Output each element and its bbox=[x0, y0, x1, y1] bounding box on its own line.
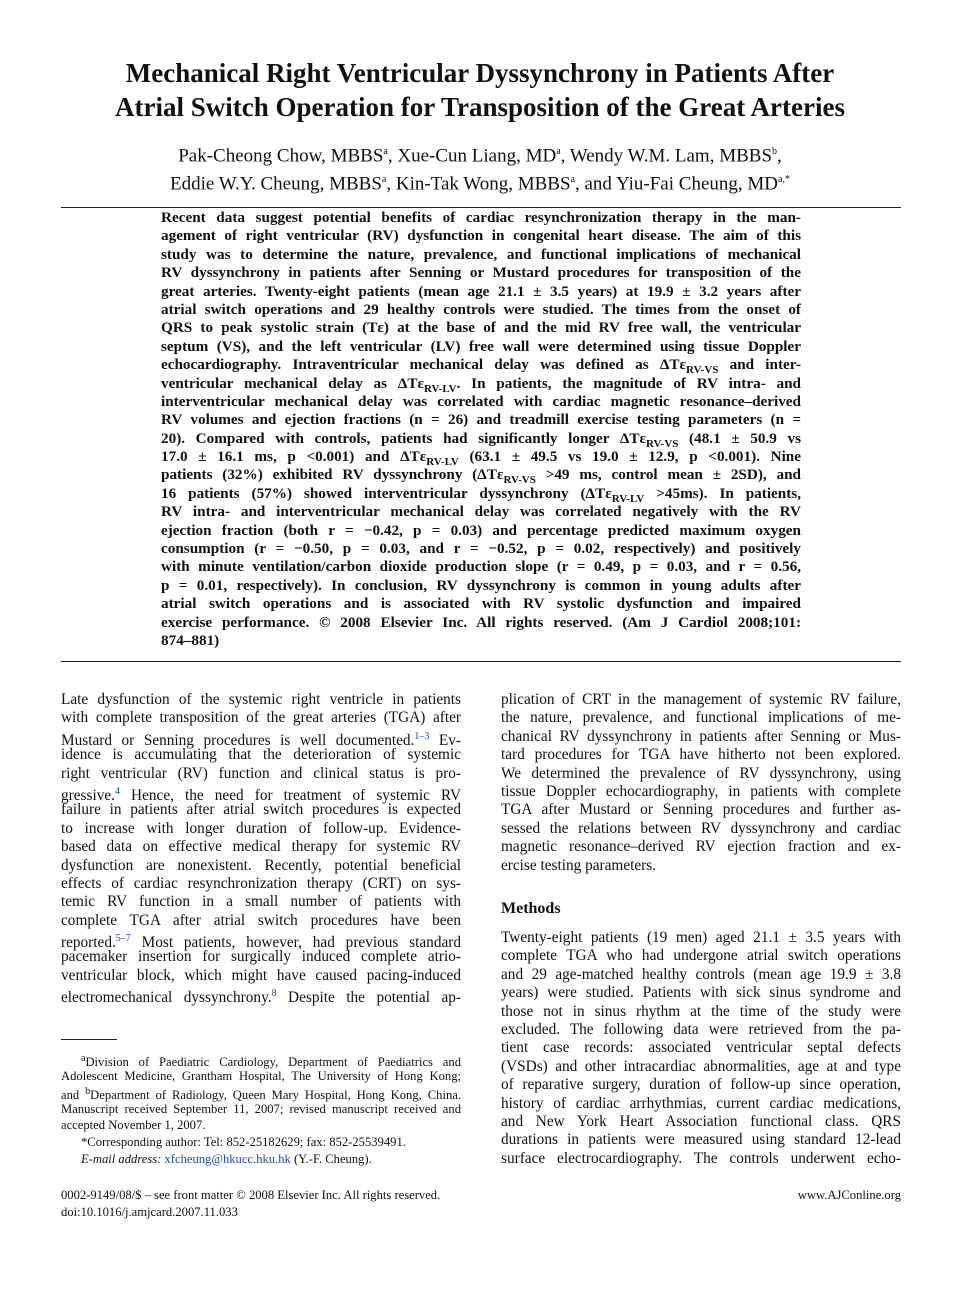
article-title bbox=[40, 56, 920, 124]
journal-website[interactable]: www.AJConline.org bbox=[797, 1188, 901, 1202]
footnotes bbox=[61, 1051, 461, 1167]
abstract-line: 17.0 ± 16.1 ms, p <0.001) and ΔTε$_{RV-LV}$ (63.1 ± 49.5 vs 19.0 ± 12.9, p <0.001). Nine bbox=[161, 448, 801, 469]
abstract-bottom-rule bbox=[61, 661, 901, 662]
body-line: Twenty-eight patients (19 men) aged 21.1 ± 3.5 years with bbox=[501, 929, 901, 946]
body-right-column bbox=[501, 691, 901, 875]
body-line: We determined the prevalence of RV dyssynchrony, using bbox=[501, 764, 901, 782]
author-name: , Wendy W.M. Lam, MBBS bbox=[560, 145, 773, 167]
affiliation-marker: a bbox=[570, 174, 575, 186]
body-line: chanical RV dyssynchrony in patients after Senning or Mus- bbox=[501, 727, 901, 745]
footnote-line: *Corresponding author: Tel: 852-25182629; fax: 852-25539491. bbox=[81, 1134, 406, 1149]
abstract-line: septum (VS), and the left ventricular (LV) free wall were determined using tissue Doppler bbox=[161, 337, 801, 355]
abstract-line: atrial switch operations and 29 healthy controls were studied. The times from the onset of bbox=[161, 300, 801, 318]
methods-text bbox=[501, 929, 901, 1168]
body-line: idence is accumulating that the deterioration of systemic bbox=[61, 746, 461, 764]
body-line: dysfunction are nonexistent. Recently, potential beneficial bbox=[61, 856, 461, 874]
body-line: those not in sinus rhythm at the time of the study were bbox=[501, 1002, 901, 1020]
abstract bbox=[161, 209, 801, 650]
body-line: and 29 age-matched healthy controls (mean age 19.9 ± 3.8 bbox=[501, 965, 901, 983]
email-link[interactable]: xfcheung@hkucc.hku.hk bbox=[164, 1151, 291, 1166]
abstract-line: interventricular mechanical delay was correlated with cardiac magnetic resonance–derived bbox=[161, 392, 801, 410]
abstract-line: with minute ventilation/carbon dioxide production slope (r = 0.49, p = 0.03, and r = 0.56, bbox=[161, 558, 801, 576]
footnote-line: Adolescent Medicine, Grantham Hospital, The University of Hong Kong; bbox=[61, 1068, 461, 1083]
abstract-line: 20). Compared with controls, patients had significantly longer ΔTε$_{RV-VS}$ (48.1 ± 50.9 vs bbox=[161, 429, 801, 450]
affiliation-marker: b bbox=[772, 146, 778, 157]
body-line: the nature, prevalence, and functional implications of me- bbox=[501, 709, 901, 727]
title-line: Mechanical Right Ventricular Dyssynchrony in Patients After bbox=[125, 58, 835, 88]
copyright-line: 0002-9149/08/$ – see front matter © 2008 Elsevier Inc. All rights reserved. bbox=[61, 1188, 441, 1202]
abstract-line: consumption (r = −0.50, p = 0.03, and r = −0.52, p = 0.02, respectively) and positively bbox=[161, 540, 801, 558]
body-line: TGA after Mustard or Senning procedures and further as- bbox=[501, 801, 901, 819]
body-line: magnetic resonance–derived RV ejection fraction and ex- bbox=[501, 838, 901, 856]
author-separator: , bbox=[777, 145, 782, 167]
body-line: Mustard or Senning procedures is well documented.$^{1-3}$ Ev- bbox=[61, 730, 461, 749]
body-line: ventricular block, which might have caused pacing-induced bbox=[61, 966, 461, 984]
abstract-top-rule bbox=[61, 207, 901, 208]
body-line: and New York Heart Association functional class. QRS bbox=[501, 1112, 901, 1130]
body-line: plication of CRT in the management of systemic RV failure, bbox=[501, 691, 901, 708]
body-line: failure in patients after atrial switch procedures is expected bbox=[61, 801, 461, 819]
abstract-line: RV intra- and interventricular mechanical delay was correlated negatively with the RV bbox=[161, 503, 801, 521]
abstract-line: great arteries. Twenty-eight patients (mean age 21.1 ± 3.5 years) at 19.9 ± 3.2 years after bbox=[161, 282, 801, 300]
body-line: Late dysfunction of the systemic right ventricle in patients bbox=[61, 691, 461, 708]
body-line: surface electrocardiography. The controls underwent echo- bbox=[501, 1149, 901, 1167]
abstract-line: p = 0.01, respectively). In conclusion, RV dyssynchrony is common in young adults after bbox=[161, 576, 801, 594]
affiliation-marker: a bbox=[383, 146, 388, 157]
author-name: Pak-Cheong Chow, MBBS bbox=[178, 145, 384, 167]
affiliation-marker: a,* bbox=[778, 174, 790, 186]
body-line: right ventricular (RV) function and clinical status is pro- bbox=[61, 764, 461, 782]
author-line bbox=[40, 140, 920, 168]
body-line: (VSDs) and other intracardiac abnormalities, age at and type bbox=[501, 1057, 901, 1075]
body-line: of reparative surgery, duration of follow-up since operation, bbox=[501, 1076, 901, 1094]
body-line: with complete transposition of the great arteries (TGA) after bbox=[61, 709, 461, 727]
body-line: tient case records: associated ventricular septal defects bbox=[501, 1039, 901, 1057]
body-line: reported.$^{5-7}$ Most patients, however, had previous standard bbox=[61, 933, 461, 952]
doi-line: doi:10.1016/j.amjcard.2007.11.033 bbox=[61, 1205, 238, 1219]
footnote-rule bbox=[61, 1039, 117, 1040]
abstract-line: 16 patients (57%) showed interventricular dyssynchrony (ΔTε$_{RV-LV}$ >45ms). In patients, bbox=[161, 484, 801, 505]
author-name: , Xue-Cun Liang, MD bbox=[387, 145, 557, 167]
section-heading-methods: Methods bbox=[501, 900, 561, 917]
footnote-line: accepted November 1, 2007. bbox=[61, 1118, 206, 1133]
body-line: complete TGA after atrial switch procedures have been bbox=[61, 911, 461, 929]
abstract-line: ventricular mechanical delay as ΔTε$_{RV-LV}$. In patients, the magnitude of RV intra- and bbox=[161, 374, 802, 395]
abstract-line: patients (32%) exhibited RV dyssynchrony (ΔTε$_{RV-VS}$ >49 ms, control mean ± 2SD), and bbox=[161, 466, 801, 487]
author-list bbox=[40, 140, 920, 197]
abstract-line: QRS to peak systolic strain (Tε) at the base of and the mid RV free wall, the ventricular bbox=[161, 319, 801, 337]
author-name: , Kin-Tak Wong, MBBS bbox=[386, 173, 571, 195]
author-name: , and Yiu-Fai Cheung, MD bbox=[574, 173, 778, 195]
body-line: tissue Doppler echocardiography, in patients with complete bbox=[501, 782, 901, 800]
body-line: based data on effective medical therapy for systemic RV bbox=[61, 838, 461, 856]
abstract-line: Recent data suggest potential benefits of cardiac resynchronization therapy in the man- bbox=[161, 209, 801, 226]
body-line: history of cardiac arrhythmias, current cardiac medications, bbox=[501, 1094, 901, 1112]
abstract-line: agement of right ventricular (RV) dysfunction in congenital heart disease. The aim of this bbox=[161, 227, 801, 245]
body-line: effects of cardiac resynchronization therapy (CRT) on sys- bbox=[61, 874, 461, 892]
body-line: gressive.$^4$ Hence, the need for treatment of systemic RV bbox=[61, 785, 461, 805]
body-line: years) were studied. Patients with sick sinus syndrome and bbox=[501, 984, 901, 1002]
footnote-line: Manuscript received September 11, 2007; revised manuscript received and bbox=[61, 1101, 461, 1116]
body-line: electromechanical dyssynchrony.$^8$ Despite the potential ap- bbox=[61, 988, 461, 1007]
body-line: temic RV function in a small number of patients with bbox=[61, 893, 461, 911]
citation-link[interactable]: 4 bbox=[114, 785, 120, 797]
abstract-line: exercise performance. © 2008 Elsevier Inc. All rights reserved. (Am J Cardiol 2008;101: bbox=[161, 613, 801, 631]
citation-link[interactable]: 8 bbox=[271, 988, 277, 1000]
abstract-line: 874–881) bbox=[161, 631, 220, 649]
abstract-line: RV dyssynchrony in patients after Senning or Mustard procedures for transposition of the bbox=[161, 264, 801, 282]
body-line: complete TGA who had undergone atrial switch operations bbox=[501, 947, 901, 965]
author-name: Eddie W.Y. Cheung, MBBS bbox=[170, 173, 382, 195]
body-line: durations in patients were measured using standard 12-lead bbox=[501, 1131, 901, 1149]
body-line: to increase with longer duration of follow-up. Evidence- bbox=[61, 819, 461, 837]
front-matter-info bbox=[61, 1187, 440, 1221]
abstract-line: study was to determine the nature, prevalence, and functional implications of mechanical bbox=[161, 245, 801, 263]
body-line: sessed the relations between RV dyssynchrony and cardiac bbox=[501, 819, 901, 837]
title-line: Atrial Switch Operation for Transposition of the Great Arteries bbox=[115, 92, 845, 122]
author-line bbox=[40, 168, 920, 196]
footnote-line: E-mail address: xfcheung@hkucc.hku.hk (Y.-F. Cheung). bbox=[81, 1151, 372, 1166]
body-line: ercise testing parameters. bbox=[501, 856, 657, 874]
citation-link[interactable]: 5–7 bbox=[115, 933, 131, 945]
affiliation-marker: a bbox=[556, 146, 561, 157]
body-line: tard procedures for TGA have hitherto not been explored. bbox=[501, 746, 901, 764]
abstract-line: echocardiography. Intraventricular mechanical delay was defined as ΔTε$_{RV-VS}$ and inter- bbox=[161, 356, 802, 377]
footnote-line: and $^b$Department of Radiology, Queen Mary Hospital, Hong Kong, China. bbox=[61, 1086, 461, 1103]
abstract-line: atrial switch operations and is associated with RV systolic dysfunction and impaired bbox=[161, 595, 801, 613]
body-line: pacemaker insertion for surgically induced complete atrio- bbox=[61, 948, 461, 966]
footnote-line: $^a$Division of Paediatric Cardiology, Department of Paediatrics and bbox=[81, 1053, 461, 1070]
body-left-column bbox=[61, 691, 461, 1007]
abstract-line: RV volumes and ejection fractions (n = 26) and treadmill exercise testing parameters (n = bbox=[161, 411, 801, 429]
body-line: excluded. The following data were retrieved from the pa- bbox=[501, 1020, 901, 1038]
citation-link[interactable]: 1–3 bbox=[414, 730, 430, 742]
abstract-line: ejection fraction (both r = −0.42, p = 0.03) and percentage predicted maximum oxygen bbox=[161, 521, 801, 539]
affiliation-marker: a bbox=[381, 174, 387, 186]
